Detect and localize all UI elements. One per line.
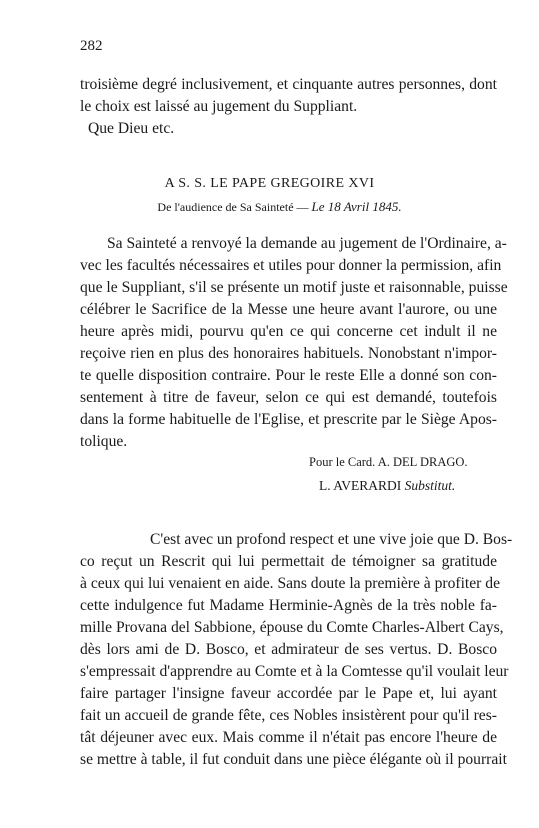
rescript-title: A S. S. LE PAPE GREGOIRE XVI: [164, 176, 375, 191]
signature-name-line: [319, 478, 455, 494]
text-line: vec les facultés nécessaires et utiles pour donner la permission, afin: [80, 257, 502, 274]
text-line: que le Suppliant, s'il se présente un motif juste et raisonnable, puisse: [80, 279, 508, 296]
text-line: dès lors ami de D. Bosco, et admirateur de ses vertus. D. Bosco: [80, 641, 497, 658]
text-line: dans la forme habituelle de l'Eglise, et prescrite par le Siège Apos-: [80, 411, 497, 428]
page-number: 282: [80, 38, 103, 54]
intro-paragraph: [80, 74, 497, 140]
text-line: faire partager l'insigne faveur accordée par le Pape et, lui ayant: [80, 685, 497, 702]
text-line: te quelle disposition contraire. Pour le reste Elle a donné son con-: [80, 367, 497, 384]
rescript-subtitle: [0, 199, 539, 215]
subtitle-prefix: De l'audience de Sa Sainteté: [157, 200, 294, 214]
text-line: heure après midi, pourvu qu'en ce qui concerne cet indult il ne: [80, 323, 497, 340]
closing-formula: Que Dieu etc.: [88, 120, 175, 137]
text-line: sentement à titre de faveur, selon ce qui est demandé, toutefois: [80, 389, 497, 406]
narrative-paragraph: [80, 529, 513, 771]
subtitle-dash: —: [296, 200, 309, 214]
text-line: célébrer le Sacrifice de la Messe une heure avant l'aurore, ou une: [80, 301, 497, 318]
text-line: reçoive rien en plus des honoraires habituels. Nonobstant n'impor-: [80, 345, 497, 362]
text-line: troisième degré inclusivement, et cinquante autres personnes, dont: [80, 76, 497, 93]
text-line: à ceux qui lui venaient en aide. Sans doute la première à profiter de: [80, 575, 500, 592]
text-line: co reçut un Rescrit qui lui permettait de témoigner sa gratitude: [80, 553, 497, 570]
rescript-paragraph: [80, 233, 508, 453]
text-line: Sa Sainteté a renvoyé la demande au jugement de l'Ordinaire, a-: [107, 235, 507, 252]
text-line: s'empressait d'apprendre au Comte et à la Comtesse qu'il voulait leur: [80, 663, 509, 680]
signature-role: Substitut.: [404, 478, 456, 493]
signature-name: L. AVERARDI: [319, 478, 402, 493]
text-line: C'est avec un profond respect et une vive joie que D. Bos-: [150, 531, 513, 548]
subtitle-date: Le 18 Avril 1845.: [311, 199, 402, 214]
text-line: mille Provana del Sabbione, épouse du Comte Charles-Albert Cays,: [80, 619, 504, 636]
text-line: tolique.: [80, 433, 128, 450]
text-line: se mettre à table, il fut conduit dans une pièce élégante où il pourrait: [80, 751, 507, 768]
text-line: tât déjeuner avec eux. Mais comme il n'était pas encore l'heure de: [80, 729, 497, 746]
text-line: cette indulgence fut Madame Herminie-Agnès de la très noble fa-: [80, 597, 497, 614]
signature-line: Pour le Card. A. DEL DRAGO.: [309, 455, 468, 469]
text-line: fait un accueil de grande fête, ces Nobles insistèrent pour qu'il res-: [80, 707, 497, 724]
text-line: le choix est laissé au jugement du Suppliant.: [80, 98, 358, 115]
